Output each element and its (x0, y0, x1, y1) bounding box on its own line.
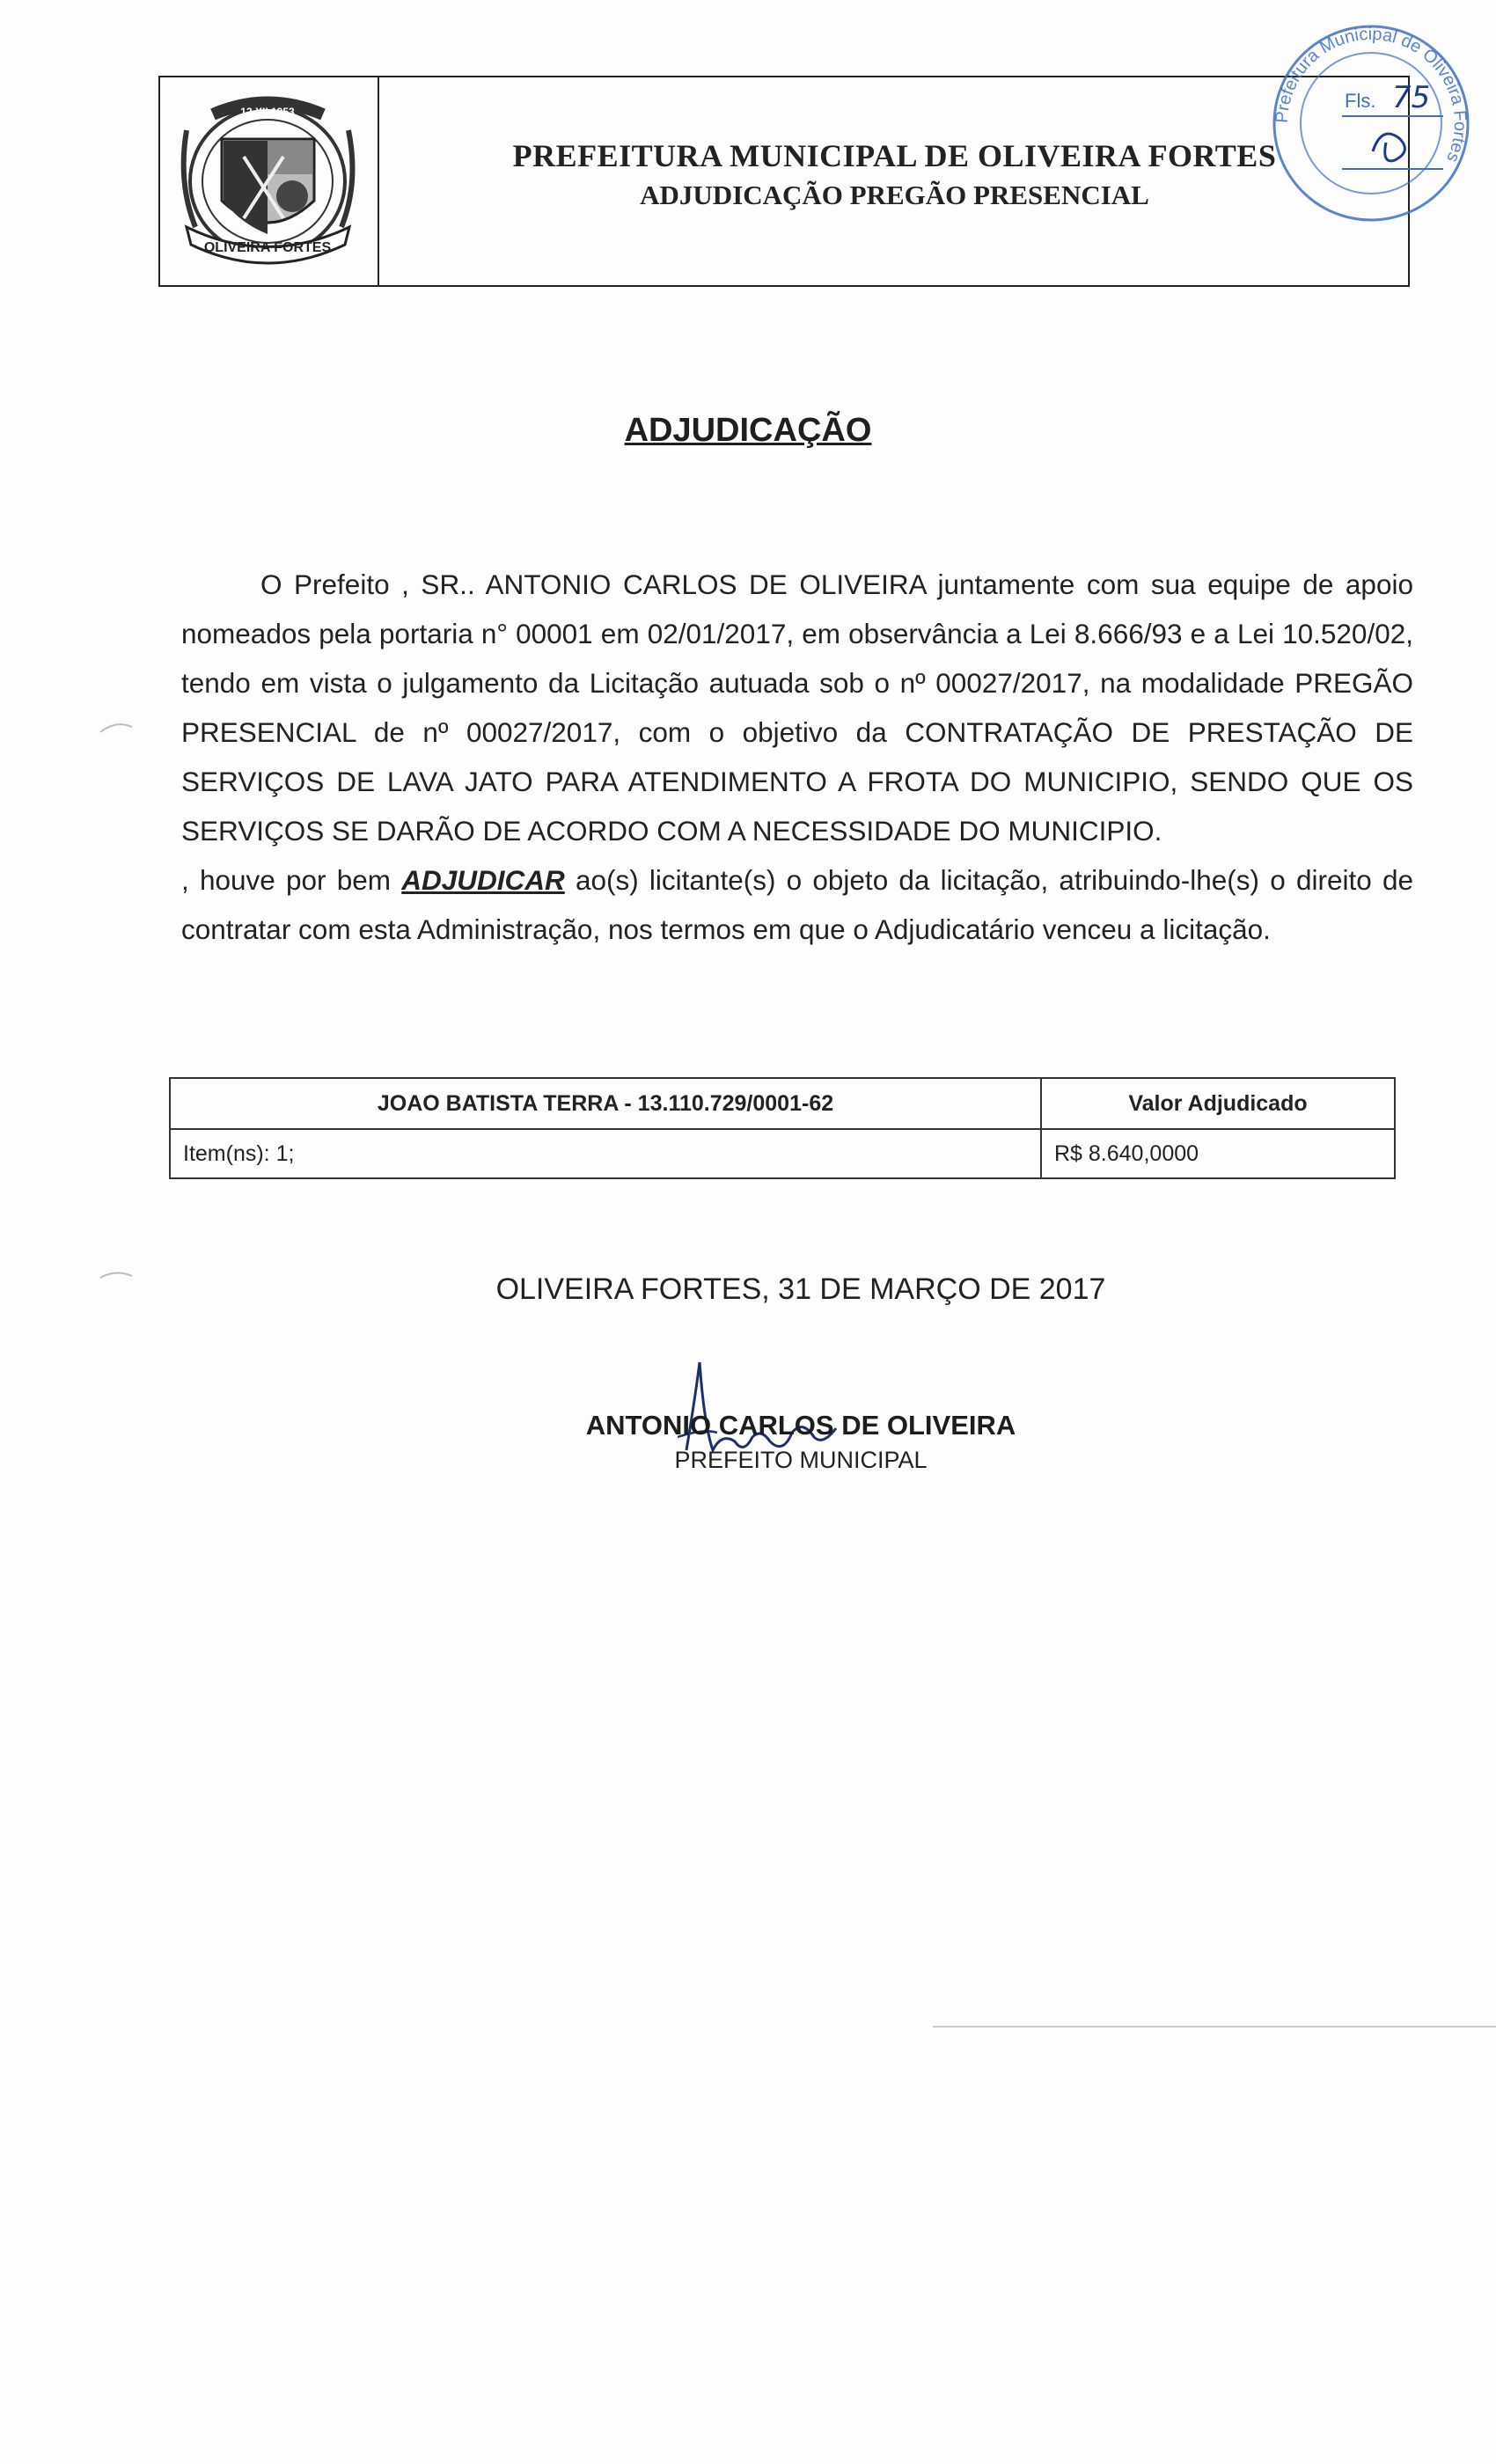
scan-artifact-line (933, 2026, 1496, 2028)
logo-cell (160, 77, 379, 285)
value-header-cell: Valor Adjudicado (1041, 1078, 1395, 1129)
document-body (181, 560, 1413, 954)
award-table (169, 1077, 1396, 1179)
winner-cell: JOAO BATISTA TERRA - 13.110.729/0001-62 (170, 1078, 1041, 1129)
table-row (170, 1129, 1395, 1178)
stamp-page-number: 75 (1392, 80, 1431, 115)
municipality-name: PREFEITURA MUNICIPAL DE OLIVEIRA FORTES (512, 138, 1277, 173)
header-title (378, 137, 1412, 211)
stamp-initials (1373, 134, 1404, 161)
value-cell: R$ 8.640,0000 (1041, 1129, 1395, 1178)
signatory-name: ANTONIO CARLOS DE OLIVEIRA (585, 1410, 1016, 1441)
adjudicar-keyword: ADJUDICAR (401, 864, 565, 896)
letterhead (158, 76, 1410, 287)
decision-text-end: ao(s) licitante(s) o objeto da licitação, atribuindo-lhe(s) o direito de contratar com esta Administração, nos termos em que o Adjudicatário venceu a licitação. (181, 864, 1413, 945)
decision-text-start: , houve por bem (181, 864, 402, 896)
table-row (170, 1078, 1395, 1129)
items-cell: Item(ns): 1; (170, 1129, 1041, 1178)
place-and-date: OLIVEIRA FORTES, 31 DE MARÇO DE 2017 (495, 1272, 1106, 1306)
signatory-role: PREFEITO MUNICIPAL (674, 1447, 928, 1473)
municipal-coat-of-arms (160, 77, 378, 285)
stamp-fls-label: Fls. (1345, 90, 1376, 112)
protocol-stamp (1267, 19, 1475, 227)
logo-date: 12 XII 1953 (240, 106, 295, 118)
adjudication-decision (181, 855, 1413, 954)
document-title: ADJUDICAÇÃO (624, 412, 872, 449)
adjudication-paragraph: O Prefeito , SR.. ANTONIO CARLOS DE OLIVEIRA juntamente com sua equipe de apoio nomeados pela portaria n° 00001 em 02/01/2017, em observância a Lei 8.666/93 e a Lei 10.520/02, tendo em vista o julgamento da Licitação autuada sob o nº 00027/2017, na modalidade PREGÃO PRESENCIAL de nº 00027/2017, com o objetivo da CONTRATAÇÃO DE PRESTAÇÃO DE SERVIÇOS DE LAVA JATO PARA ATENDIMENTO A FROTA DO MUNICIPIO, SENDO QUE OS SERVIÇOS SE DARÃO DE ACORDO COM A NECESSIDADE DO MUNICIPIO. (181, 568, 1413, 847)
header-subtitle: ADJUDICAÇÃO PREGÃO PRESENCIAL (640, 180, 1149, 210)
stamp-text: Prefeitura Municipal de Oliveira Fortes (1272, 24, 1470, 165)
logo-text: OLIVEIRA FORTES (203, 240, 332, 255)
scan-margin-mark (99, 718, 134, 736)
scan-margin-mark (99, 1265, 134, 1283)
